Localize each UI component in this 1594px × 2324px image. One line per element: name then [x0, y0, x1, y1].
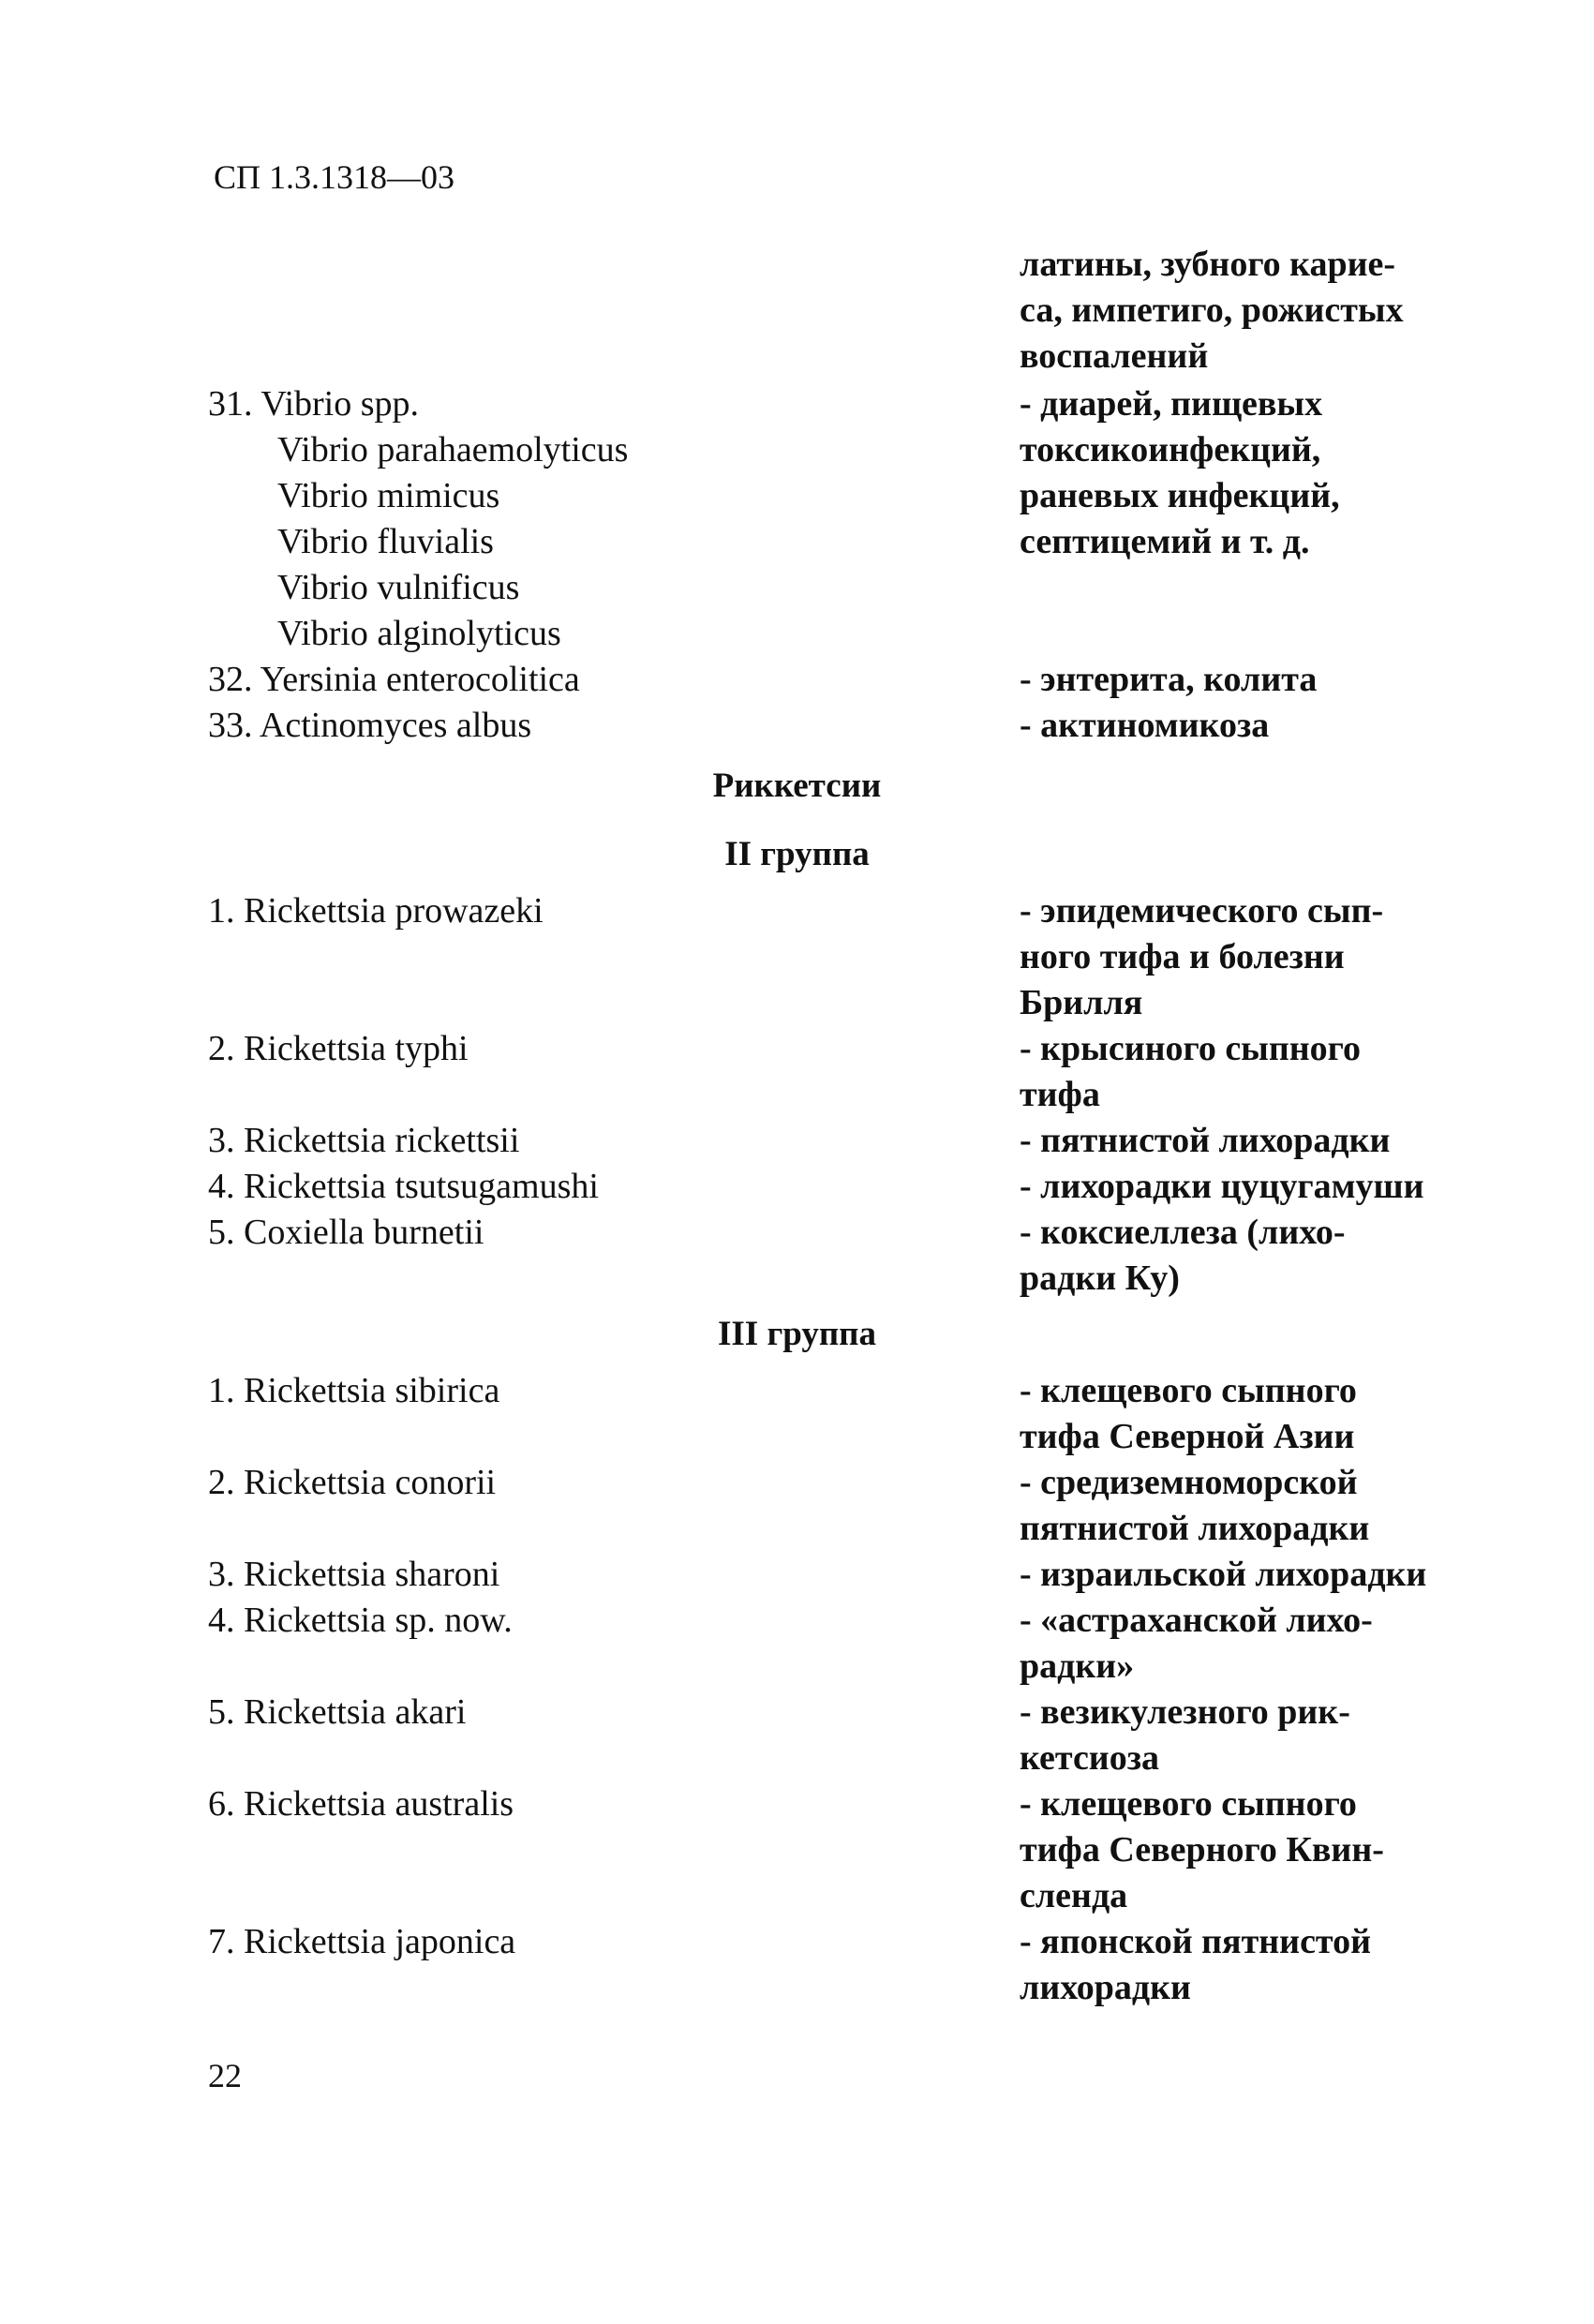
desc-line: лихорадки: [1020, 1968, 1191, 2007]
desc-line: - клещевого сыпного: [1020, 1371, 1357, 1410]
desc-line: - средиземноморской: [1020, 1463, 1358, 1502]
organism-subname: Vibrio vulnificus: [277, 568, 520, 607]
desc-line: пятнистой лихорадки: [1020, 1509, 1370, 1548]
organism-name: 2. Rickettsia conorii: [208, 1463, 497, 1502]
desc-line: - эпидемического сып-: [1020, 891, 1384, 931]
organism-subname: Vibrio mimicus: [277, 476, 500, 515]
organism-name: 6. Rickettsia australis: [208, 1784, 514, 1824]
desc-line: радки Ку): [1020, 1259, 1180, 1298]
group-title: II группа: [724, 835, 870, 873]
desc-line: - лихорадки цуцугамуши: [1020, 1167, 1424, 1206]
desc-line: радки»: [1020, 1646, 1135, 1686]
organism-subname: Vibrio parahaemolyticus: [277, 430, 629, 469]
organism-name: 1. Rickettsia prowazeki: [208, 891, 544, 931]
desc-line: - клещевого сыпного: [1020, 1784, 1357, 1824]
organism-name: 4. Rickettsia tsutsugamushi: [208, 1167, 599, 1206]
desc-line: сленда: [1020, 1876, 1128, 1915]
desc-line: - везикулезного рик-: [1020, 1692, 1350, 1732]
desc-line: воспалений: [1020, 336, 1209, 376]
organism-name: 4. Rickettsia sp. now.: [208, 1601, 513, 1640]
desc-line: тифа: [1020, 1075, 1100, 1114]
desc-line: - коксиеллеза (лихо-: [1020, 1213, 1346, 1252]
desc-line: септицемий и т. д.: [1020, 522, 1310, 561]
organism-name: 7. Rickettsia japonica: [208, 1922, 516, 1961]
desc-line: ного тифа и болезни: [1020, 937, 1345, 976]
organism-name: 32. Yersinia enterocolitica: [208, 660, 580, 699]
desc-line: - пятнистой лихорадки: [1020, 1121, 1391, 1160]
organism-name: 33. Actinomyces albus: [208, 706, 532, 745]
organism-name: 1. Rickettsia sibirica: [208, 1371, 500, 1410]
desc-line: са, импетиго, рожистых: [1020, 290, 1404, 330]
organism-subname: Vibrio alginolyticus: [277, 614, 561, 653]
desc-line: тифа Северной Азии: [1020, 1417, 1355, 1456]
desc-line: - крысиного сыпного: [1020, 1029, 1361, 1068]
group-title: III группа: [718, 1315, 876, 1353]
desc-line: латины, зубного карие-: [1020, 245, 1396, 284]
desc-line: Брилля: [1020, 983, 1143, 1022]
desc-line: - японской пятнистой: [1020, 1922, 1371, 1961]
organism-name: 3. Rickettsia rickettsii: [208, 1121, 520, 1160]
desc-line: - израильской лихорадки: [1020, 1555, 1427, 1594]
organism-name: 2. Rickettsia typhi: [208, 1029, 469, 1068]
desc-line: кетсиоза: [1020, 1738, 1159, 1778]
desc-line: - «астраханской лихо-: [1020, 1601, 1373, 1640]
organism-name: 3. Rickettsia sharoni: [208, 1555, 500, 1594]
desc-line: - диарей, пищевых: [1020, 384, 1323, 424]
desc-line: тифа Северного Квин-: [1020, 1830, 1384, 1870]
section-title: Риккетсии: [712, 767, 882, 805]
page-number: 22: [208, 2057, 242, 2094]
desc-line: - энтерита, колита: [1020, 660, 1318, 699]
desc-line: токсикоинфекций,: [1020, 430, 1321, 469]
organism-name: 31. Vibrio spp.: [208, 384, 420, 424]
desc-line: - актиномикоза: [1020, 706, 1270, 745]
desc-line: раневых инфекций,: [1020, 476, 1340, 515]
organism-name: 5. Rickettsia akari: [208, 1692, 467, 1732]
page-header: СП 1.3.1318—03: [214, 158, 455, 196]
organism-subname: Vibrio fluvialis: [277, 522, 494, 561]
organism-name: 5. Coxiella burnetii: [208, 1213, 484, 1252]
